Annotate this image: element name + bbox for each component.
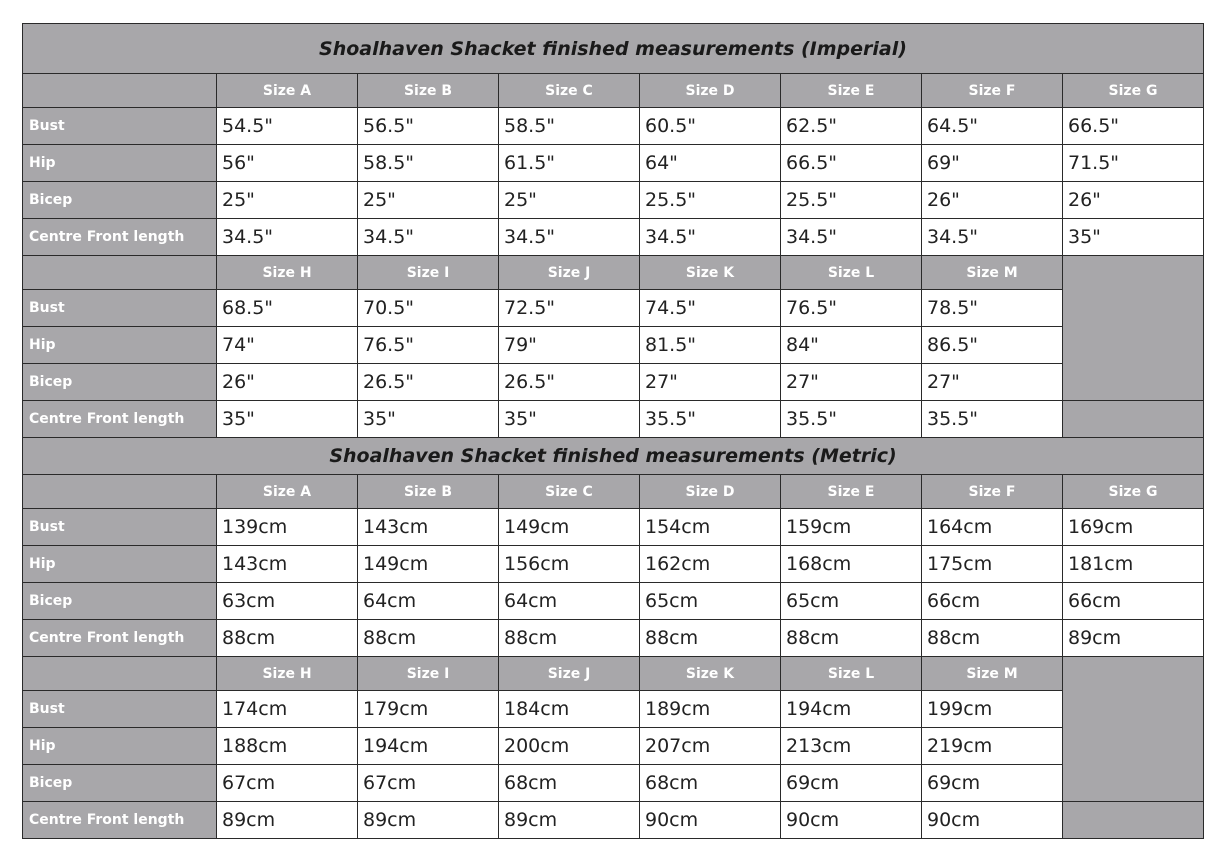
measurement-cell: 89cm <box>1063 620 1204 657</box>
size-header: Size C <box>499 475 640 509</box>
size-header: Size G <box>1063 74 1204 108</box>
measurement-cell: 88cm <box>922 620 1063 657</box>
measurement-cell: 164cm <box>922 509 1063 546</box>
imperial-title-row <box>23 24 1204 74</box>
measurement-cell: 66cm <box>1063 583 1204 620</box>
measurement-cell: 213cm <box>781 728 922 765</box>
row-label: Bicep <box>23 765 217 802</box>
table-row <box>23 802 1204 839</box>
table-row <box>23 728 1204 765</box>
row-label: Hip <box>23 546 217 583</box>
size-header: Size K <box>640 256 781 290</box>
measurement-cell: 149cm <box>358 546 499 583</box>
table-row <box>23 108 1204 145</box>
measurement-cell: 76.5" <box>358 327 499 364</box>
size-header: Size I <box>358 256 499 290</box>
measurement-cell: 71.5" <box>1063 145 1204 182</box>
measurement-cell: 169cm <box>1063 509 1204 546</box>
size-header: Size A <box>217 475 358 509</box>
size-header: Size B <box>358 475 499 509</box>
table-row <box>23 145 1204 182</box>
measurement-cell: 68.5" <box>217 290 358 327</box>
measurement-cell: 62.5" <box>781 108 922 145</box>
measurement-cell: 26" <box>922 182 1063 219</box>
row-label: Hip <box>23 145 217 182</box>
measurement-cell: 69cm <box>781 765 922 802</box>
measurement-cell: 72.5" <box>499 290 640 327</box>
measurement-cell: 27" <box>640 364 781 401</box>
empty-filler-cell <box>1063 401 1204 438</box>
measurement-cell: 66.5" <box>1063 108 1204 145</box>
measurement-cell: 26.5" <box>358 364 499 401</box>
measurement-cell: 88cm <box>358 620 499 657</box>
measurement-cell: 81.5" <box>640 327 781 364</box>
measurement-cell: 69cm <box>922 765 1063 802</box>
measurement-cell: 27" <box>781 364 922 401</box>
size-header: Size F <box>922 74 1063 108</box>
measurement-cell: 90cm <box>640 802 781 839</box>
measurement-cell: 64cm <box>499 583 640 620</box>
size-header: Size G <box>1063 475 1204 509</box>
size-header: Size M <box>922 256 1063 290</box>
table-row <box>23 546 1204 583</box>
size-header: Size J <box>499 256 640 290</box>
measurement-cell: 89cm <box>358 802 499 839</box>
size-header: Size H <box>217 256 358 290</box>
measurement-cell: 70.5" <box>358 290 499 327</box>
measurement-cell: 86.5" <box>922 327 1063 364</box>
measurement-cell: 154cm <box>640 509 781 546</box>
measurement-cell: 74" <box>217 327 358 364</box>
measurement-cell: 88cm <box>640 620 781 657</box>
row-label: Bust <box>23 108 217 145</box>
row-label: Bicep <box>23 583 217 620</box>
measurement-cell: 68cm <box>499 765 640 802</box>
measurement-cell: 56" <box>217 145 358 182</box>
measurement-cell: 168cm <box>781 546 922 583</box>
measurement-cell: 159cm <box>781 509 922 546</box>
table-body <box>23 24 1204 839</box>
measurement-cell: 64" <box>640 145 781 182</box>
measurement-cell: 35" <box>1063 219 1204 256</box>
measurement-cell: 181cm <box>1063 546 1204 583</box>
measurement-cell: 25" <box>499 182 640 219</box>
size-header-row <box>23 74 1204 108</box>
empty-filler-cell <box>1063 657 1204 802</box>
measurement-cell: 76.5" <box>781 290 922 327</box>
metric-title-row <box>23 438 1204 475</box>
measurement-cell: 34.5" <box>640 219 781 256</box>
measurement-cell: 200cm <box>499 728 640 765</box>
size-header: Size E <box>781 475 922 509</box>
size-header: Size D <box>640 74 781 108</box>
size-header: Size C <box>499 74 640 108</box>
size-header-row <box>23 657 1204 691</box>
size-header: Size B <box>358 74 499 108</box>
measurement-cell: 34.5" <box>922 219 1063 256</box>
table-row <box>23 583 1204 620</box>
measurement-cell: 174cm <box>217 691 358 728</box>
measurement-cell: 26" <box>1063 182 1204 219</box>
measurement-cell: 179cm <box>358 691 499 728</box>
size-header: Size A <box>217 74 358 108</box>
measurement-cell: 64.5" <box>922 108 1063 145</box>
measurement-cell: 156cm <box>499 546 640 583</box>
measurement-cell: 25.5" <box>640 182 781 219</box>
measurement-cell: 58.5" <box>358 145 499 182</box>
row-label: Centre Front length <box>23 219 217 256</box>
measurement-cell: 88cm <box>499 620 640 657</box>
table-row <box>23 765 1204 802</box>
measurement-cell: 60.5" <box>640 108 781 145</box>
measurement-cell: 65cm <box>781 583 922 620</box>
table-row <box>23 364 1204 401</box>
measurement-cell: 34.5" <box>358 219 499 256</box>
measurement-cell: 184cm <box>499 691 640 728</box>
table-row <box>23 219 1204 256</box>
measurement-cell: 58.5" <box>499 108 640 145</box>
section-title: Shoalhaven Shacket finished measurements (Imperial) <box>23 24 1204 74</box>
measurement-cell: 74.5" <box>640 290 781 327</box>
measurement-cell: 34.5" <box>781 219 922 256</box>
measurement-cell: 162cm <box>640 546 781 583</box>
size-header-row <box>23 475 1204 509</box>
size-header: Size D <box>640 475 781 509</box>
measurement-cell: 54.5" <box>217 108 358 145</box>
measurement-cell: 65cm <box>640 583 781 620</box>
row-label: Centre Front length <box>23 401 217 438</box>
measurement-cell: 34.5" <box>499 219 640 256</box>
measurement-cell: 89cm <box>499 802 640 839</box>
measurement-table <box>22 23 1204 839</box>
row-label: Hip <box>23 728 217 765</box>
row-label: Bust <box>23 691 217 728</box>
measurement-cell: 88cm <box>217 620 358 657</box>
size-header: Size F <box>922 475 1063 509</box>
measurement-cell: 26.5" <box>499 364 640 401</box>
measurement-cell: 35" <box>358 401 499 438</box>
measurement-cell: 89cm <box>217 802 358 839</box>
measurement-cell: 78.5" <box>922 290 1063 327</box>
measurement-cell: 69" <box>922 145 1063 182</box>
measurement-cell: 88cm <box>781 620 922 657</box>
header-corner-cell <box>23 256 217 290</box>
size-header: Size J <box>499 657 640 691</box>
table-row <box>23 620 1204 657</box>
header-corner-cell <box>23 74 217 108</box>
measurement-cell: 149cm <box>499 509 640 546</box>
empty-filler-cell <box>1063 256 1204 401</box>
measurement-cell: 35.5" <box>640 401 781 438</box>
measurement-cell: 188cm <box>217 728 358 765</box>
row-label: Bust <box>23 509 217 546</box>
measurement-cell: 56.5" <box>358 108 499 145</box>
measurement-cell: 64cm <box>358 583 499 620</box>
size-header: Size L <box>781 657 922 691</box>
measurement-cell: 194cm <box>358 728 499 765</box>
measurement-cell: 34.5" <box>217 219 358 256</box>
size-header: Size M <box>922 657 1063 691</box>
measurement-cell: 66.5" <box>781 145 922 182</box>
row-label: Centre Front length <box>23 802 217 839</box>
size-header: Size E <box>781 74 922 108</box>
measurement-cell: 79" <box>499 327 640 364</box>
header-corner-cell <box>23 475 217 509</box>
size-header: Size L <box>781 256 922 290</box>
measurement-cell: 84" <box>781 327 922 364</box>
measurement-cell: 175cm <box>922 546 1063 583</box>
row-label: Bicep <box>23 364 217 401</box>
measurement-cell: 90cm <box>781 802 922 839</box>
size-header: Size H <box>217 657 358 691</box>
table-row <box>23 691 1204 728</box>
row-label: Centre Front length <box>23 620 217 657</box>
measurement-cell: 143cm <box>217 546 358 583</box>
measurement-cell: 25" <box>217 182 358 219</box>
measurement-cell: 90cm <box>922 802 1063 839</box>
measurement-cell: 219cm <box>922 728 1063 765</box>
table-row <box>23 182 1204 219</box>
measurement-cell: 35" <box>217 401 358 438</box>
section-title: Shoalhaven Shacket finished measurements (Metric) <box>23 438 1204 475</box>
table-row <box>23 401 1204 438</box>
row-label: Hip <box>23 327 217 364</box>
measurement-cell: 27" <box>922 364 1063 401</box>
measurement-cell: 35.5" <box>781 401 922 438</box>
measurement-cell: 67cm <box>217 765 358 802</box>
empty-filler-cell <box>1063 802 1204 839</box>
measurement-cell: 139cm <box>217 509 358 546</box>
measurement-cell: 207cm <box>640 728 781 765</box>
measurement-cell: 66cm <box>922 583 1063 620</box>
measurement-cell: 25.5" <box>781 182 922 219</box>
row-label: Bicep <box>23 182 217 219</box>
measurement-cell: 61.5" <box>499 145 640 182</box>
size-header: Size K <box>640 657 781 691</box>
measurement-cell: 35" <box>499 401 640 438</box>
measurement-cell: 67cm <box>358 765 499 802</box>
measurement-cell: 194cm <box>781 691 922 728</box>
row-label: Bust <box>23 290 217 327</box>
table-row <box>23 327 1204 364</box>
measurement-cell: 68cm <box>640 765 781 802</box>
measurement-cell: 35.5" <box>922 401 1063 438</box>
size-header-row <box>23 256 1204 290</box>
measurement-cell: 189cm <box>640 691 781 728</box>
table-row <box>23 509 1204 546</box>
measurement-cell: 143cm <box>358 509 499 546</box>
header-corner-cell <box>23 657 217 691</box>
table-row <box>23 290 1204 327</box>
measurement-cell: 25" <box>358 182 499 219</box>
size-header: Size I <box>358 657 499 691</box>
measurement-cell: 63cm <box>217 583 358 620</box>
measurement-cell: 26" <box>217 364 358 401</box>
measurement-cell: 199cm <box>922 691 1063 728</box>
